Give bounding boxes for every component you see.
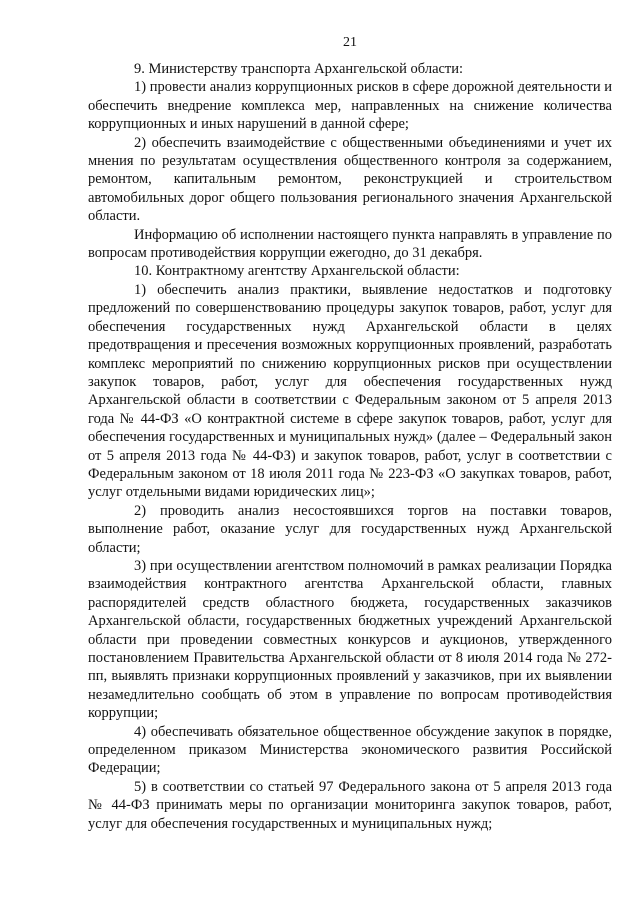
paragraph-item-9-1: 1) провести анализ коррупционных рисков в сфере дорожной деятельности и обеспечить внедрение комплекса мер, направленных на снижение количества коррупционных и иных нарушений в данной сфере; [88,79,612,133]
paragraph-item-10-5: 5) в соответствии со статьей 97 Федерального закона от 5 апреля 2013 года № 44-ФЗ принимать меры по организации мониторинга закупок товаров, работ, услуг для обеспечения государственных и муниципальных нужд; [88,778,612,832]
page-number: 21 [343,35,357,50]
paragraph-item-9-heading: 9. Министерству транспорта Архангельской области: [134,61,464,77]
paragraph-report-instruction: Информацию об исполнении настоящего пункта направлять в управление по вопросам противодействия коррупции ежегодно, до 31 декабря. [88,226,612,262]
paragraph-item-10-heading: 10. Контрактному агентству Архангельской области: [134,263,460,280]
paragraph-item-10-3: 3) при осуществлении агентством полномочий в рамках реализации Порядка взаимодействия контрактного агентства Архангельской области, главных распорядителей средств областного бюджета, государственных заказчиков Архангельской области, государственных бюджетных учреждений Архангельской области при проведении совместных конкурсов и аукционов, утвержденного постановлением Правительства Архангельской области от 8 июля 2014 года № 272-пп, выявлять признаки коррупционных проявлений у заказчиков, при их выявлении незамедлительно сообщать об этом в управление по вопросам противодействия коррупции; [88,557,612,722]
paragraph-item-10-1: 1) обеспечить анализ практики, выявление недостатков и подготовку предложений по совершенствованию процедуры закупок товаров, работ, услуг для обеспечения государственных нужд Архангельской области в целях предотвращения и пресечения возможных коррупционных проявлений, разработать комплекс мероприятий по снижению коррупционных рисков при осуществлении закупок товаров, работ, услуг для обеспечения государственных нужд Архангельской области в соответствии с Федеральным законом от 5 апреля 2013 года № 44-ФЗ «О контрактной системе в сфере закупок товаров, работ, услуг для обеспечения государственных и муниципальных нужд» (далее – Федеральный закон от 5 апреля 2013 года № 44-ФЗ) и закупок товаров, работ, услуг в соответствии с Федеральным законом от 18 июля 2011 года № 223-ФЗ «О закупках товаров, работ, услуг отдельными видами юридических лиц»; [88,281,612,501]
paragraph-item-9-2: 2) обеспечить взаимодействие с общественными объединениями и учет их мнения по результатам осуществления общественного контроля за содержанием, ремонтом, капитальным ремонтом, реконструкцией и строительством автомобильных дорог общего пользования регионального значения Архангельской области. [88,134,612,225]
paragraph-item-10-2: 2) проводить анализ несостоявшихся торгов на поставки товаров, выполнение работ, оказание услуг для государственных нужд Архангельской области; [88,502,612,556]
paragraph-item-10-4: 4) обеспечивать обязательное общественное обсуждение закупок в порядке, определенном приказом Министерства экономического развития Российской Федерации; [88,723,612,777]
